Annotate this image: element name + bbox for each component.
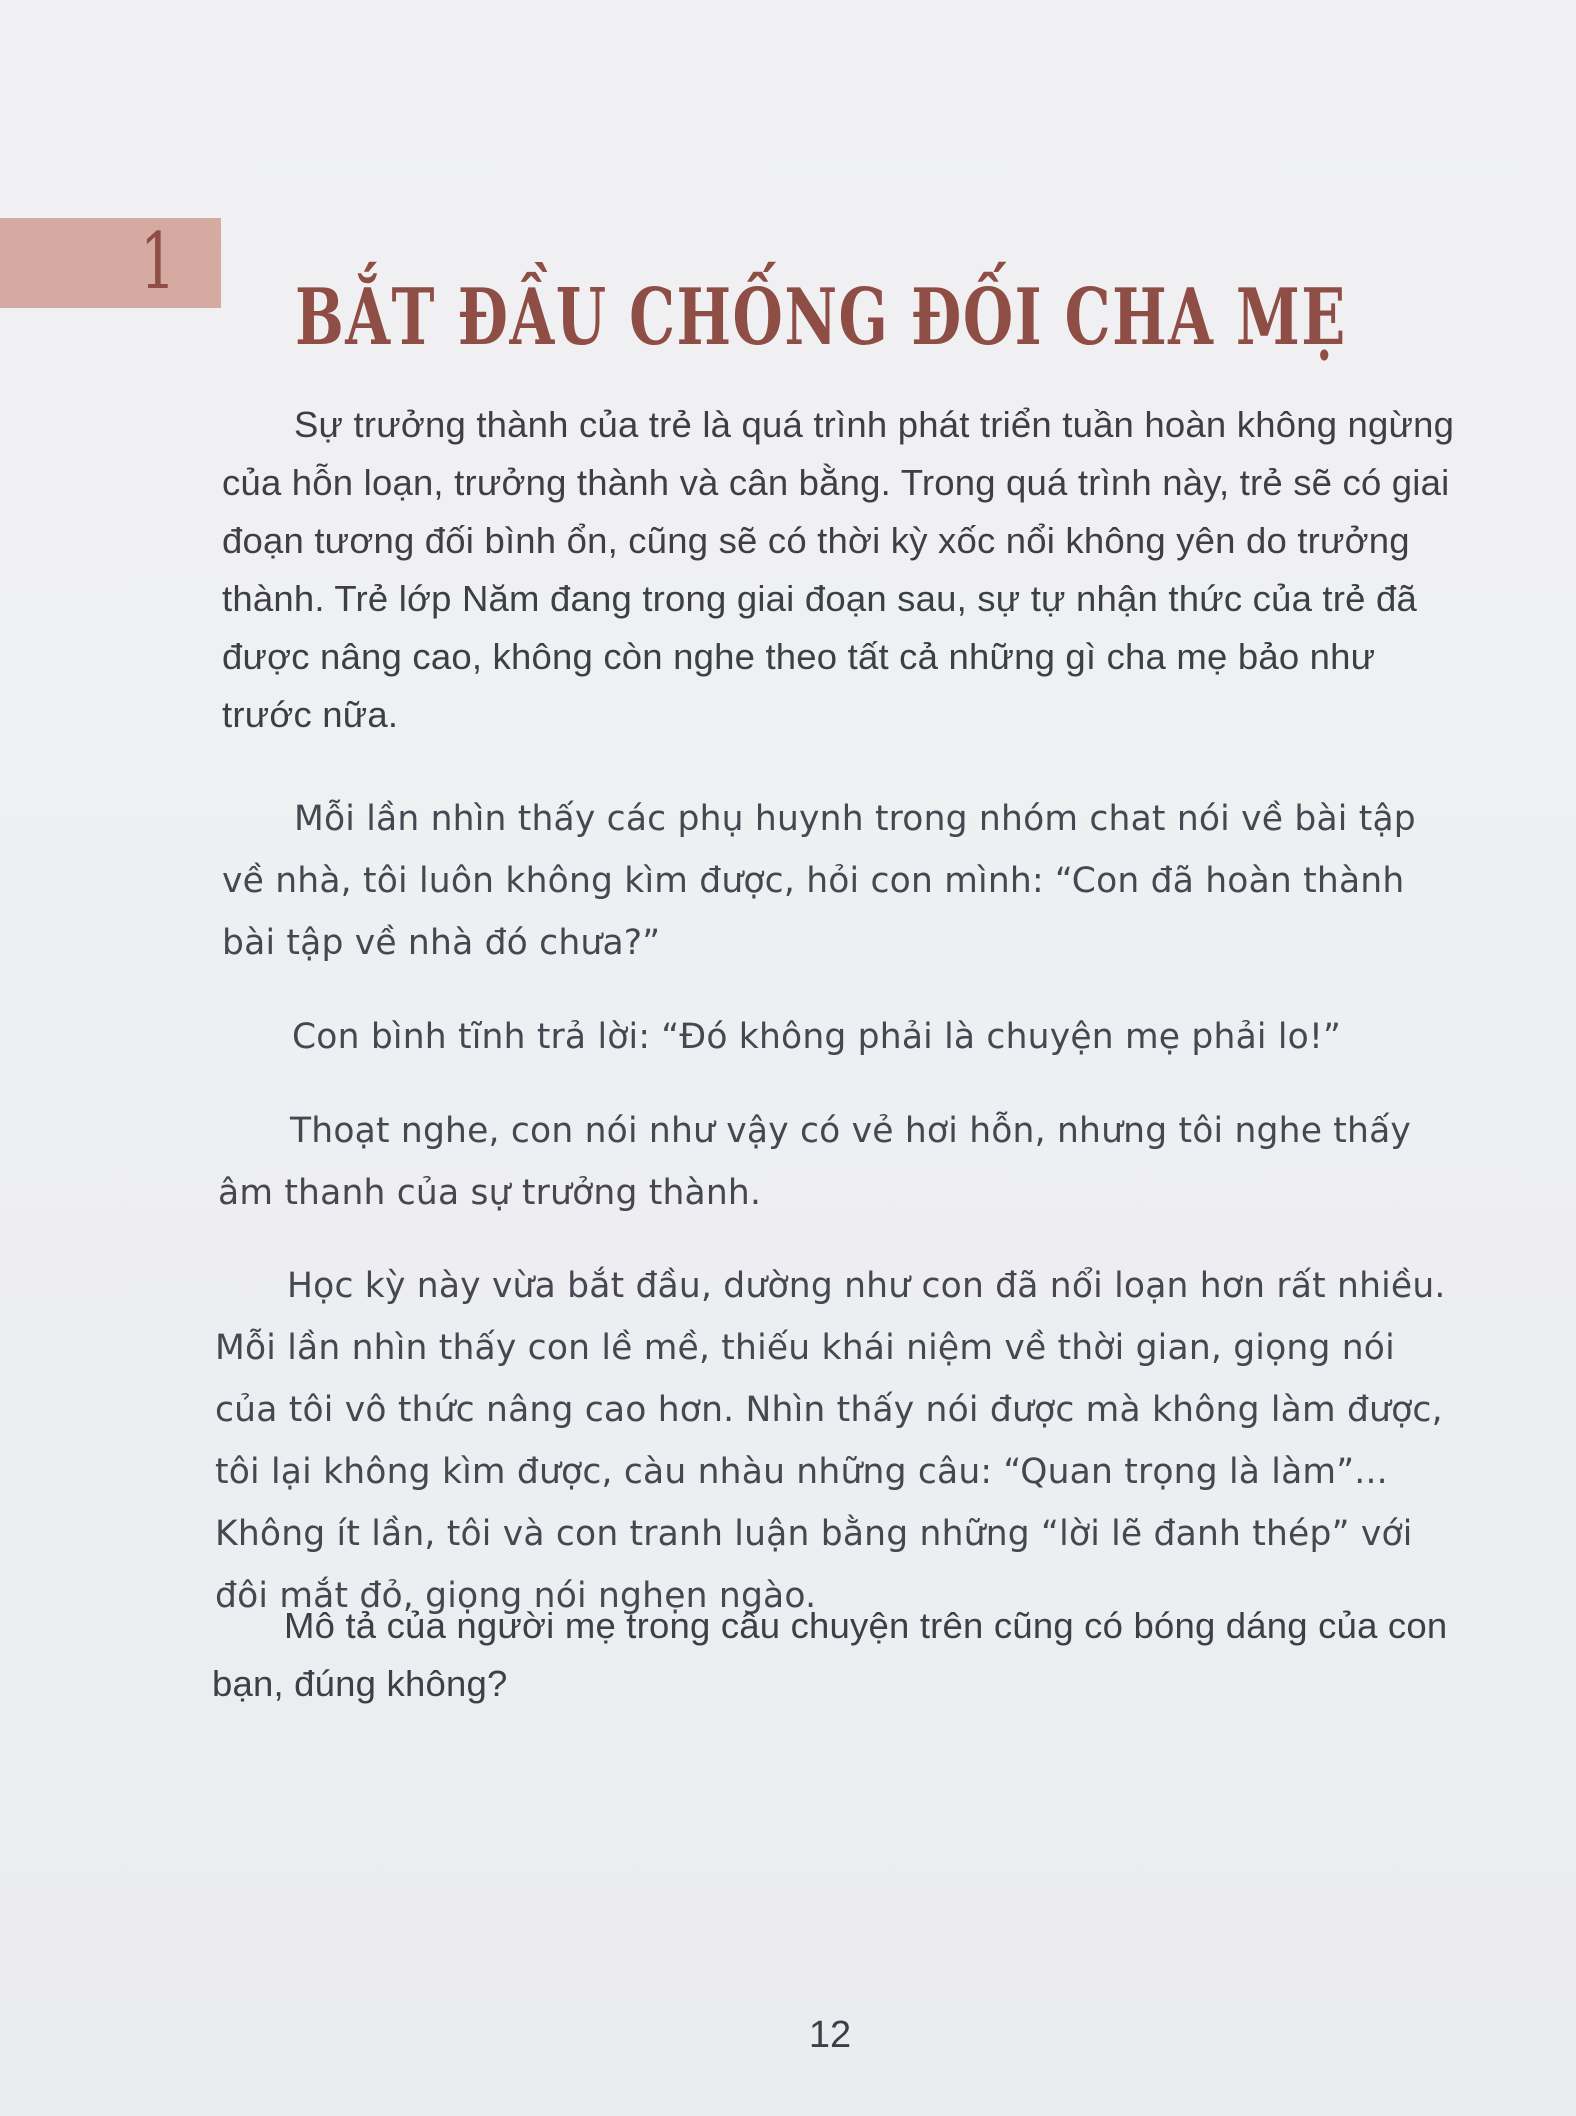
chapter-number: 1: [140, 217, 176, 307]
paragraph-story-semester: Học kỳ này vừa bắt đầu, dường như con đã nổi loạn hơn rất nhiều. Mỗi lần nhìn thấy con lề mề, thiếu khái niệm về thời gian, giọng nói của tôi vô thức nâng cao hơn. Nhìn thấy nói được mà không làm được, tôi lại không kìm được, càu nhàu những câu: “Quan trọng là làm”... Không ít lần, tôi và con tranh luận bằng những “lời lẽ đanh thép” với đôi mắt đỏ, giọng nói nghẹn ngào.: [215, 1266, 1446, 1616]
paragraph-child-answer: Con bình tĩnh trả lời: “Đó không phải là chuyện mẹ phải lo!”: [292, 1017, 1342, 1057]
paragraph-intro: Sự trưởng thành của trẻ là quá trình phát triển tuần hoàn không ngừng của hỗn loạn, trưởng thành và cân bằng. Trong quá trình này, trẻ sẽ có giai đoạn tương đối bình ổn, cũng sẽ có thời kỳ xốc nổi không yên do trưởng thành. Trẻ lớp Năm đang trong giai đoạn sau, sự tự nhận thức của trẻ đã được nâng cao, không còn nghe theo tất cả những gì cha mẹ bảo như trước nữa.: [222, 404, 1455, 735]
chapter-title: BẮT ĐẦU CHỐNG ĐỐI CHA MẸ: [295, 272, 1347, 364]
paragraph-reflection: Thoạt nghe, con nói như vậy có vẻ hơi hỗn, nhưng tôi nghe thấy âm thanh của sự trưởng thành.: [218, 1111, 1412, 1213]
paragraph-closing-question: Mô tả của người mẹ trong câu chuyện trên cũng có bóng dáng của con bạn, đúng không?: [212, 1605, 1448, 1704]
chapter-number-band: [0, 218, 221, 308]
page-number: 12: [808, 2014, 852, 2056]
paragraph-story-question: Mỗi lần nhìn thấy các phụ huynh trong nhóm chat nói về bài tập về nhà, tôi luôn không kìm được, hỏi con mình: “Con đã hoàn thành bài tập về nhà đó chưa?”: [222, 799, 1416, 963]
